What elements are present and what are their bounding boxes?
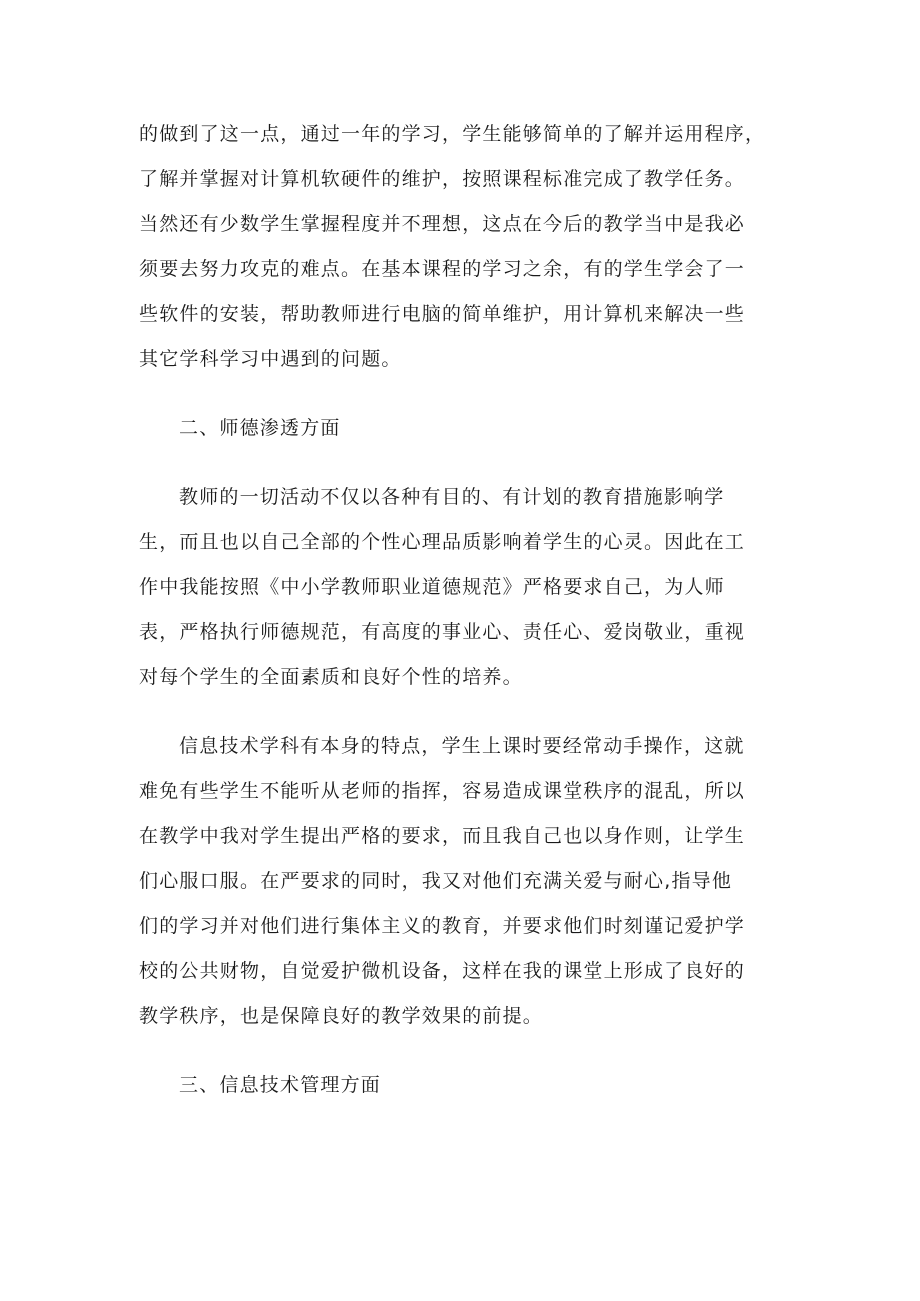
text-line: 们心服口服。在严要求的同时，我又对他们充满关爱与耐心,指导他 (139, 870, 733, 892)
section-heading: 二、师德渗透方面 (179, 417, 341, 439)
section-heading-ethics (139, 406, 799, 451)
section-heading-it-management (139, 1063, 799, 1108)
paragraph-gap (139, 451, 799, 475)
text-line: 表，严格执行师德规范，有高度的事业心、责任心、爱岗敬业，重视 (139, 621, 746, 643)
paragraph-gap (139, 1039, 799, 1063)
text-line: 对每个学生的全面素质和良好个性的培养。 (139, 666, 523, 688)
paragraph-gap (139, 700, 799, 724)
text-line: 教学秩序，也是保障良好的教学效果的前提。 (139, 1005, 544, 1027)
paragraph-teacher-ethics (139, 475, 799, 700)
text-line: 信息技术学科有本身的特点，学生上课时要经常动手操作，这就 (179, 735, 745, 757)
text-line: 教师的一切活动不仅以各种有目的、有计划的教育措施影响学 (179, 486, 725, 508)
text-line: 在教学中我对学生提出严格的要求，而且我自己也以身作则，让学生 (139, 825, 746, 847)
section-heading: 三、信息技术管理方面 (179, 1074, 382, 1096)
text-line: 们的学习并对他们进行集体主义的教育，并要求他们时刻谨记爱护学 (139, 915, 746, 937)
text-line: 须要去努力攻克的难点。在基本课程的学习之余，有的学生学会了一 (139, 258, 746, 280)
text-line: 了解并掌握对计算机软硬件的维护，按照课程标准完成了教学任务。 (139, 168, 746, 190)
text-line: 校的公共财物，自觉爱护微机设备，这样在我的课堂上形成了良好的 (139, 960, 746, 982)
text-line: 些软件的安装，帮助教师进行电脑的简单维护，用计算机来解决一些 (139, 303, 746, 325)
text-line: 作中我能按照《中小学教师职业道德规范》严格要求自己，为人师 (139, 576, 725, 598)
text-line: 难免有些学生不能听从老师的指挥，容易造成课堂秩序的混乱，所以 (139, 780, 746, 802)
paragraph-classroom-discipline (139, 724, 799, 1039)
text-line: 生，而且也以自己全部的个性心理品质影响着学生的心灵。因此在工 (139, 531, 746, 553)
text-line: 的做到了这一点，通过一年的学习，学生能够简单的了解并运用程序， (139, 123, 766, 145)
paragraph-course-results (139, 112, 799, 382)
document-body (139, 112, 799, 1108)
paragraph-gap (139, 382, 799, 406)
text-line: 其它学科学习中遇到的问题。 (139, 348, 402, 370)
text-line: 当然还有少数学生掌握程度并不理想，这点在今后的教学当中是我必 (139, 213, 746, 235)
